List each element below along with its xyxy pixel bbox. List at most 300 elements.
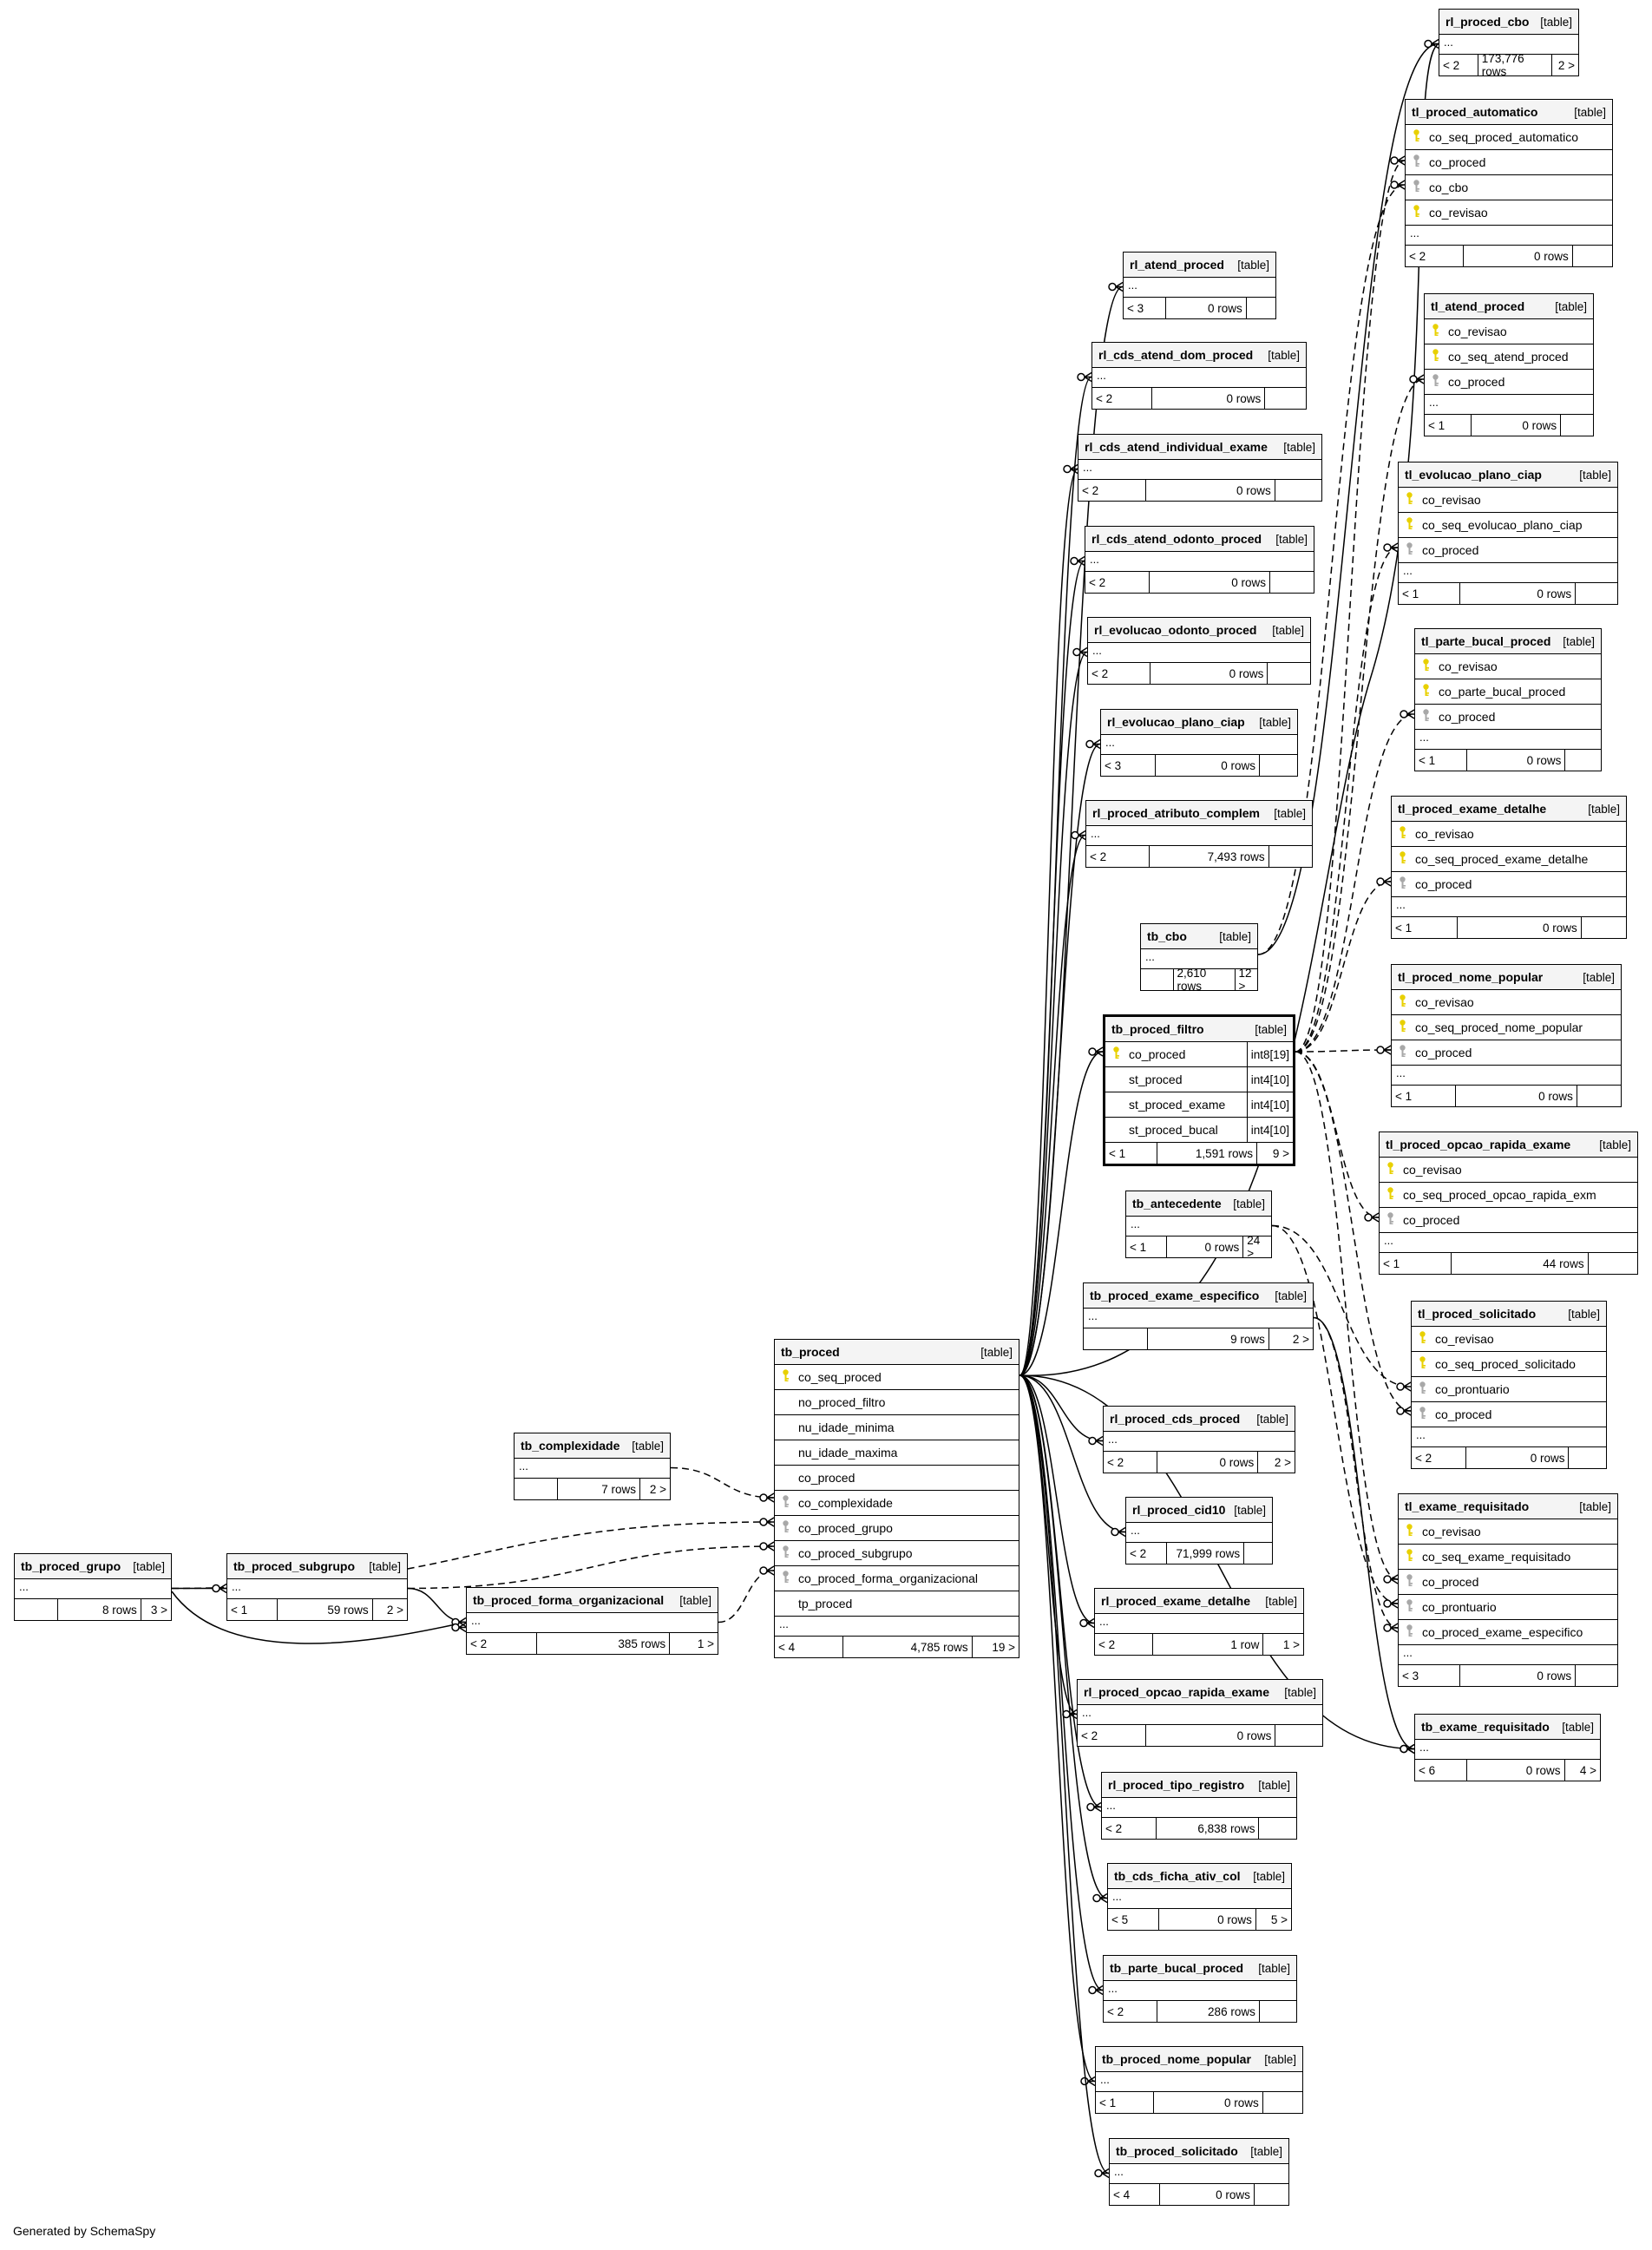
more-columns-ellipsis[interactable]: ...: [1425, 395, 1593, 415]
column-row[interactable]: [775, 1516, 1019, 1541]
table-rl-evolucao-odonto-proced[interactable]: [1087, 617, 1311, 685]
parents-count[interactable]: < 1: [1415, 750, 1467, 771]
table-tl-proced-opcao-rapida-exame[interactable]: [1379, 1132, 1638, 1275]
children-count[interactable]: [1577, 1086, 1621, 1106]
parents-count[interactable]: < 1: [1392, 917, 1458, 938]
table-header[interactable]: [1399, 462, 1617, 488]
row-count: 44 rows: [1452, 1253, 1588, 1274]
many-end-marker: [1089, 1437, 1103, 1446]
table-header[interactable]: [1399, 1494, 1617, 1519]
table-type-label: [table]: [1563, 634, 1595, 648]
table-rl-cds-atend-individual-exame[interactable]: [1078, 434, 1322, 502]
table-header[interactable]: [1104, 1956, 1296, 1981]
parents-count[interactable]: < 2: [1406, 246, 1464, 266]
row-count: 0 rows: [1150, 663, 1268, 684]
children-count[interactable]: [1260, 2001, 1296, 2022]
children-count[interactable]: [1589, 1253, 1637, 1274]
column-row[interactable]: [1415, 654, 1601, 679]
table-type-label: [table]: [1568, 1307, 1600, 1321]
table-type-label: [table]: [1599, 1138, 1631, 1151]
parents-count[interactable]: < 4: [1110, 2184, 1160, 2205]
foreign-key-icon: [779, 1494, 798, 1512]
table-name: rl_evolucao_plano_ciap: [1107, 715, 1245, 729]
table-tl-exame-requisitado[interactable]: [1398, 1493, 1618, 1687]
more-columns-ellipsis[interactable]: ...: [1085, 552, 1314, 572]
table-rl-proced-atributo-complem[interactable]: [1085, 800, 1313, 868]
table-header[interactable]: [1078, 435, 1321, 460]
table-name: tl_proced_solicitado: [1418, 1307, 1537, 1321]
more-columns-ellipsis[interactable]: ...: [1126, 1523, 1272, 1543]
table-name: tb_proced_nome_popular: [1102, 2052, 1251, 2066]
table-name: rl_cds_atend_odonto_proced: [1092, 532, 1262, 546]
children-count[interactable]: 19 >: [992, 1640, 1015, 1654]
children-count[interactable]: [1582, 917, 1626, 938]
foreign-key-icon: [1419, 708, 1439, 725]
column-row[interactable]: [1399, 513, 1617, 538]
column-row[interactable]: [775, 1440, 1019, 1466]
children-count[interactable]: [1275, 1725, 1322, 1746]
more-columns-ellipsis[interactable]: ...: [1078, 1705, 1322, 1725]
table-type-label: [table]: [1588, 802, 1620, 816]
table-name: rl_cds_atend_individual_exame: [1085, 440, 1268, 454]
children-count[interactable]: 2 >: [1274, 1455, 1291, 1469]
table-type-label: [table]: [1234, 1503, 1266, 1517]
parents-count[interactable]: < 4: [775, 1637, 843, 1657]
primary-key-icon: [1419, 658, 1439, 675]
children-count[interactable]: [1268, 663, 1310, 684]
more-columns-ellipsis[interactable]: ...: [1084, 1309, 1313, 1328]
column-row[interactable]: [1412, 1327, 1606, 1352]
column-name: co_proced: [798, 1471, 856, 1485]
table-footer: [1141, 967, 1257, 993]
parents-count[interactable]: < 2: [1086, 846, 1150, 867]
table-tb-cbo[interactable]: [1140, 923, 1258, 991]
column-row[interactable]: [775, 1491, 1019, 1516]
more-columns-ellipsis[interactable]: ...: [15, 1579, 171, 1599]
table-footer: [1399, 583, 1617, 604]
column-row[interactable]: [1380, 1208, 1637, 1233]
parents-count[interactable]: < 1: [227, 1599, 278, 1620]
children-count[interactable]: 3 >: [150, 1603, 167, 1617]
table-header[interactable]: [1415, 629, 1601, 654]
foreign-key-icon: [1396, 876, 1415, 893]
children-count[interactable]: [1263, 2092, 1302, 2113]
column-row[interactable]: [1380, 1158, 1637, 1183]
table-type-label: [table]: [1255, 1022, 1287, 1036]
column-row[interactable]: [1105, 1092, 1293, 1118]
column-name: co_proced_subgrupo: [798, 1546, 913, 1560]
column-row[interactable]: [1412, 1352, 1606, 1377]
more-columns-ellipsis[interactable]: ...: [1092, 368, 1306, 388]
more-columns-ellipsis[interactable]: ...: [1096, 2072, 1302, 2092]
more-columns-ellipsis[interactable]: ...: [1104, 1981, 1296, 2001]
children-count[interactable]: [1247, 298, 1275, 318]
column-name: co_seq_proced_exame_detalhe: [1415, 852, 1589, 866]
more-columns-ellipsis[interactable]: ...: [1415, 1740, 1600, 1760]
table-header[interactable]: [1439, 10, 1578, 35]
column-name: co_prontuario: [1422, 1600, 1497, 1614]
more-columns-ellipsis[interactable]: ...: [1399, 563, 1617, 583]
column-name: co_revisao: [1435, 1332, 1494, 1346]
table-header[interactable]: [1108, 1864, 1291, 1889]
table-tl-proced-automatico[interactable]: [1405, 99, 1613, 267]
row-count: 0 rows: [1460, 1665, 1577, 1686]
more-columns-ellipsis[interactable]: ...: [1406, 226, 1612, 246]
table-header[interactable]: [1126, 1191, 1271, 1217]
more-columns-ellipsis[interactable]: ...: [1078, 460, 1321, 480]
primary-key-icon: [1396, 850, 1415, 868]
table-tb-proced-solicitado[interactable]: [1109, 2138, 1289, 2206]
more-columns-ellipsis[interactable]: ...: [1110, 2164, 1288, 2184]
more-columns-ellipsis[interactable]: ...: [1415, 730, 1601, 750]
table-footer: [1110, 2184, 1288, 2205]
table-header[interactable]: [1126, 1498, 1272, 1523]
table-tl-atend-proced[interactable]: [1424, 293, 1594, 436]
foreign-key-icon: [1396, 1044, 1415, 1061]
more-columns-ellipsis[interactable]: ...: [1126, 1217, 1271, 1237]
table-rl-proced-tipo-registro[interactable]: [1101, 1772, 1297, 1840]
column-row[interactable]: [1425, 344, 1593, 370]
more-columns-ellipsis[interactable]: ...: [775, 1617, 1019, 1637]
parents-count[interactable]: < 1: [1096, 2092, 1154, 2113]
more-columns-ellipsis[interactable]: ...: [1101, 735, 1297, 755]
primary-key-icon: [1396, 994, 1415, 1011]
table-rl-proced-cid10[interactable]: [1125, 1497, 1273, 1565]
table-header[interactable]: [1415, 1715, 1600, 1740]
table-rl-proced-opcao-rapida-exame[interactable]: [1077, 1679, 1323, 1747]
column-name: co_proced: [1415, 877, 1472, 891]
column-row[interactable]: [1415, 705, 1601, 730]
table-rl-evolucao-plano-ciap[interactable]: [1100, 709, 1298, 777]
column-row[interactable]: [775, 1365, 1019, 1390]
more-columns-ellipsis[interactable]: ...: [1124, 278, 1275, 298]
more-columns-ellipsis[interactable]: ...: [1392, 897, 1626, 917]
parents-count[interactable]: < 1: [1399, 583, 1460, 604]
column-row[interactable]: [1415, 679, 1601, 705]
table-header[interactable]: [1141, 924, 1257, 949]
table-header[interactable]: [1104, 1407, 1295, 1432]
table-rl-proced-cbo[interactable]: [1439, 9, 1579, 76]
parents-count[interactable]: < 2: [1088, 663, 1150, 684]
more-columns-ellipsis[interactable]: ...: [1088, 643, 1310, 663]
table-tb-parte-bucal-proced[interactable]: [1103, 1955, 1297, 2023]
children-count[interactable]: 24 >: [1247, 1234, 1261, 1260]
children-count[interactable]: [1260, 755, 1297, 776]
table-type-label: [table]: [133, 1559, 165, 1573]
table-header[interactable]: [1085, 527, 1314, 552]
more-columns-ellipsis[interactable]: ...: [227, 1579, 407, 1599]
parents-count[interactable]: < 2: [467, 1633, 537, 1654]
parents-count[interactable]: [1084, 1328, 1148, 1349]
table-header[interactable]: [1088, 618, 1310, 643]
parents-count[interactable]: < 1: [1392, 1086, 1456, 1106]
children-count[interactable]: [1270, 572, 1314, 593]
table-rl-atend-proced[interactable]: [1123, 252, 1276, 319]
parents-count[interactable]: < 1: [1105, 1143, 1157, 1164]
primary-key-icon: [1396, 1019, 1415, 1036]
table-header[interactable]: [15, 1554, 171, 1579]
row-count: 0 rows: [1467, 1760, 1565, 1781]
parents-count[interactable]: < 1: [1380, 1253, 1452, 1274]
parents-count[interactable]: [15, 1599, 58, 1620]
table-header[interactable]: [515, 1433, 670, 1459]
table-tl-parte-bucal-proced[interactable]: [1414, 628, 1602, 771]
column-name: co_proced_forma_organizacional: [798, 1571, 979, 1585]
column-name: co_proced: [1415, 1046, 1472, 1059]
table-header[interactable]: [1412, 1302, 1606, 1327]
table-name: rl_proced_opcao_rapida_exame: [1084, 1685, 1269, 1699]
parents-count[interactable]: < 5: [1108, 1909, 1159, 1930]
table-header[interactable]: [1110, 2139, 1288, 2164]
column-row[interactable]: [1399, 488, 1617, 513]
children-count[interactable]: [1259, 1818, 1296, 1839]
table-name: tl_proced_nome_popular: [1398, 970, 1544, 984]
table-name: tl_exame_requisitado: [1405, 1499, 1530, 1513]
parents-count[interactable]: < 2: [1078, 1725, 1146, 1746]
table-tb-proced-exame-especifico[interactable]: [1083, 1282, 1314, 1350]
more-columns-ellipsis[interactable]: ...: [1380, 1233, 1637, 1253]
table-tb-complexidade[interactable]: [514, 1433, 671, 1500]
table-tb-proced-subgrupo[interactable]: [226, 1553, 408, 1621]
table-footer: [1439, 52, 1578, 78]
table-header[interactable]: [1086, 801, 1312, 826]
parents-count[interactable]: < 2: [1102, 1818, 1157, 1839]
column-row[interactable]: [775, 1566, 1019, 1591]
column-row[interactable]: [1392, 872, 1626, 897]
column-row[interactable]: [775, 1541, 1019, 1566]
column-row[interactable]: [775, 1591, 1019, 1617]
table-header[interactable]: [1380, 1132, 1637, 1158]
table-header[interactable]: [1092, 343, 1306, 368]
parents-count[interactable]: < 2: [1095, 1634, 1153, 1655]
parents-count[interactable]: < 2: [1085, 572, 1150, 593]
table-header[interactable]: [1101, 710, 1297, 735]
column-row[interactable]: [1399, 1545, 1617, 1570]
column-row[interactable]: [1399, 1519, 1617, 1545]
parents-count[interactable]: < 1: [1126, 1237, 1167, 1257]
table-tl-evolucao-plano-ciap[interactable]: [1398, 462, 1618, 605]
table-footer: [227, 1599, 407, 1620]
more-columns-ellipsis[interactable]: ...: [1439, 35, 1578, 55]
more-columns-ellipsis[interactable]: ...: [515, 1459, 670, 1479]
relationship-line: [671, 1468, 774, 1499]
table-type-label: [table]: [1272, 623, 1304, 637]
column-row[interactable]: [1399, 1570, 1617, 1595]
parents-count[interactable]: < 3: [1124, 298, 1166, 318]
table-tl-proced-exame-detalhe[interactable]: [1391, 796, 1627, 939]
column-row[interactable]: [1105, 1042, 1293, 1067]
table-header[interactable]: [467, 1588, 718, 1613]
more-columns-ellipsis[interactable]: ...: [467, 1613, 718, 1633]
column-name: co_prontuario: [1435, 1382, 1510, 1396]
table-name: rl_proced_atributo_complem: [1092, 806, 1260, 820]
children-count[interactable]: 2 >: [649, 1482, 666, 1496]
column-name: co_proced: [1448, 375, 1505, 389]
column-row[interactable]: [1412, 1402, 1606, 1427]
children-count[interactable]: 2 >: [1557, 58, 1575, 72]
children-count[interactable]: [1275, 480, 1321, 501]
parents-count[interactable]: < 2: [1412, 1447, 1466, 1468]
table-header[interactable]: [1078, 1680, 1322, 1705]
row-count: 0 rows: [1467, 750, 1565, 771]
more-columns-ellipsis[interactable]: ...: [1102, 1798, 1296, 1818]
table-tb-proced[interactable]: [774, 1339, 1019, 1658]
many-end-marker: [1384, 543, 1398, 552]
children-count[interactable]: 12 >: [1238, 967, 1252, 993]
parents-count[interactable]: < 2: [1104, 2001, 1157, 2022]
primary-key-icon: [1403, 1523, 1422, 1540]
table-rl-cds-atend-dom-proced[interactable]: [1092, 342, 1307, 410]
children-count[interactable]: [1244, 1543, 1272, 1564]
children-count[interactable]: [1565, 750, 1601, 771]
column-row[interactable]: [1392, 822, 1626, 847]
table-rl-cds-atend-odonto-proced[interactable]: [1085, 526, 1314, 594]
children-count[interactable]: [1255, 2184, 1288, 2205]
table-footer: [1392, 917, 1626, 938]
children-count[interactable]: [1561, 415, 1593, 436]
many-end-marker: [1111, 1528, 1125, 1537]
children-count[interactable]: [1576, 1665, 1617, 1686]
table-header[interactable]: [1084, 1283, 1313, 1309]
more-columns-ellipsis[interactable]: ...: [1095, 1614, 1303, 1634]
row-count: 0 rows: [1156, 755, 1260, 776]
table-rl-proced-cds-proced[interactable]: [1103, 1406, 1295, 1473]
children-count[interactable]: [1569, 1447, 1606, 1468]
table-header[interactable]: [1124, 253, 1275, 278]
children-count[interactable]: 9 >: [1272, 1146, 1289, 1160]
parents-count[interactable]: < 2: [1104, 1452, 1157, 1473]
primary-key-icon: [1416, 1355, 1435, 1373]
table-footer: [1084, 1328, 1313, 1349]
parents-count[interactable]: < 2: [1078, 480, 1146, 501]
parents-count[interactable]: < 3: [1101, 755, 1156, 776]
relationship-line: [1019, 836, 1085, 1376]
children-count[interactable]: 5 >: [1270, 1912, 1288, 1926]
row-count: 4,785 rows: [843, 1637, 973, 1657]
children-count[interactable]: 4 >: [1579, 1763, 1596, 1777]
children-count[interactable]: [1265, 388, 1306, 409]
column-row[interactable]: [775, 1390, 1019, 1415]
parents-count[interactable]: < 3: [1399, 1665, 1460, 1686]
table-header[interactable]: [1105, 1017, 1293, 1042]
more-columns-ellipsis[interactable]: ...: [1141, 949, 1257, 969]
column-row[interactable]: [1392, 1015, 1621, 1040]
table-tb-cds-ficha-ativ-col[interactable]: [1107, 1863, 1292, 1931]
row-count: 0 rows: [1150, 572, 1270, 593]
column-name: co_seq_atend_proced: [1448, 350, 1569, 364]
table-tb-antecedente[interactable]: [1125, 1191, 1272, 1258]
many-end-marker: [1400, 710, 1414, 718]
column-row[interactable]: [1392, 1040, 1621, 1066]
column-type: int8[19]: [1247, 1042, 1293, 1066]
table-header[interactable]: [1102, 1773, 1296, 1798]
more-columns-ellipsis[interactable]: ...: [1412, 1427, 1606, 1447]
column-row[interactable]: [1406, 175, 1612, 200]
table-header[interactable]: [227, 1554, 407, 1579]
table-header[interactable]: [1425, 294, 1593, 319]
parents-count[interactable]: [515, 1479, 558, 1499]
children-count[interactable]: [1269, 846, 1312, 867]
column-row[interactable]: [775, 1466, 1019, 1491]
primary-key-icon: [1429, 348, 1448, 365]
table-rl-proced-exame-detalhe[interactable]: [1094, 1588, 1304, 1656]
foreign-key-icon: [1403, 1573, 1422, 1591]
children-count[interactable]: 2 >: [386, 1603, 403, 1617]
column-row[interactable]: [1105, 1067, 1293, 1092]
table-tl-proced-nome-popular[interactable]: [1391, 964, 1622, 1107]
table-name: tb_proced_filtro: [1111, 1022, 1204, 1036]
parents-count[interactable]: < 2: [1092, 388, 1152, 409]
table-tb-proced-filtro[interactable]: [1103, 1014, 1295, 1166]
parents-count[interactable]: < 6: [1415, 1760, 1467, 1781]
column-row[interactable]: [1392, 847, 1626, 872]
table-tb-exame-requisitado[interactable]: [1414, 1714, 1601, 1781]
foreign-key-icon: [779, 1519, 798, 1537]
table-header[interactable]: [1095, 1589, 1303, 1614]
table-header[interactable]: [1392, 797, 1626, 822]
column-row[interactable]: [1105, 1118, 1293, 1143]
table-header[interactable]: [775, 1340, 1019, 1365]
column-row[interactable]: [1406, 150, 1612, 175]
more-columns-ellipsis[interactable]: ...: [1108, 1889, 1291, 1909]
table-tb-proced-nome-popular[interactable]: [1095, 2046, 1303, 2114]
column-row[interactable]: [1425, 319, 1593, 344]
column-name: co_revisao: [1415, 995, 1474, 1009]
table-tb-proced-grupo[interactable]: [14, 1553, 172, 1621]
table-tl-proced-solicitado[interactable]: [1411, 1301, 1607, 1469]
column-row[interactable]: [1392, 990, 1621, 1015]
table-tb-proced-forma-organizacional[interactable]: [466, 1587, 718, 1655]
column-row[interactable]: [1399, 1620, 1617, 1645]
table-footer: [1415, 750, 1601, 771]
table-header[interactable]: [1392, 965, 1621, 990]
table-footer: [1415, 1760, 1600, 1781]
more-columns-ellipsis[interactable]: ...: [1104, 1432, 1295, 1452]
column-row[interactable]: [775, 1415, 1019, 1440]
children-count[interactable]: [1573, 246, 1612, 266]
column-row[interactable]: [1406, 125, 1612, 150]
many-end-marker: [1425, 40, 1439, 49]
children-count[interactable]: 2 >: [1292, 1332, 1309, 1346]
children-count[interactable]: [1576, 583, 1617, 604]
relationship-line: [1019, 561, 1085, 1376]
primary-key-icon: [1396, 825, 1415, 843]
table-header[interactable]: [1406, 100, 1612, 125]
children-count[interactable]: 1 >: [1282, 1637, 1300, 1651]
column-row[interactable]: [1406, 200, 1612, 226]
table-type-label: [table]: [1268, 348, 1300, 362]
parents-count[interactable]: < 2: [1439, 55, 1478, 75]
children-count[interactable]: 1 >: [697, 1637, 714, 1650]
column-row[interactable]: [1399, 538, 1617, 563]
parents-count[interactable]: < 2: [1126, 1543, 1167, 1564]
column-row[interactable]: [1399, 1595, 1617, 1620]
more-columns-ellipsis[interactable]: ...: [1392, 1066, 1621, 1086]
parents-count[interactable]: [1141, 969, 1174, 990]
column-row[interactable]: [1425, 370, 1593, 395]
parents-count[interactable]: < 1: [1425, 415, 1472, 436]
table-type-label: [table]: [1579, 1499, 1611, 1513]
more-columns-ellipsis[interactable]: ...: [1086, 826, 1312, 846]
table-header[interactable]: [1096, 2047, 1302, 2072]
column-name: co_seq_proced_automatico: [1429, 130, 1579, 144]
relationship-line: [408, 1589, 466, 1623]
table-footer: [1425, 415, 1593, 436]
more-columns-ellipsis[interactable]: ...: [1399, 1645, 1617, 1665]
column-row[interactable]: [1380, 1183, 1637, 1208]
column-row[interactable]: [1412, 1377, 1606, 1402]
table-name: tl_parte_bucal_proced: [1421, 634, 1551, 648]
